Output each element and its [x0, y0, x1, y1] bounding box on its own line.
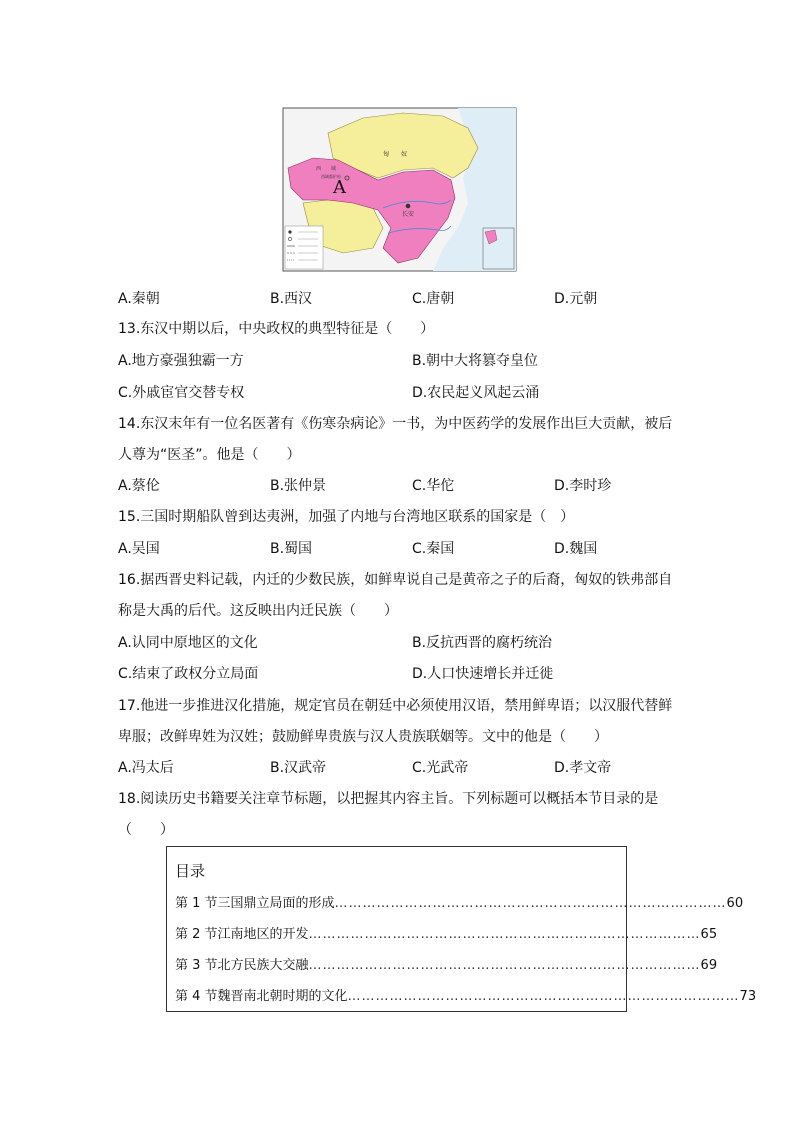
historical-map — [283, 108, 516, 271]
toc-leader-dots: ………………………………………………………………………… — [347, 989, 740, 1004]
q14-stem-line1: 14.东汉末年有一位名医著有《伤寒杂病论》一书，为中医药学的发展作出巨大贡献，被后 — [118, 416, 673, 432]
q13-option-a: A.地方豪强独霸一方 — [118, 353, 244, 369]
toc-entry-page: 65 — [700, 927, 718, 942]
toc-entry-label: 第 3 节北方民族大交融 — [175, 958, 309, 973]
map-label-western-regions: 西 域 — [316, 166, 337, 172]
capital-marker — [406, 204, 411, 209]
map-label-a: A — [333, 177, 346, 198]
toc-entry-page: 60 — [726, 896, 744, 911]
q17-option-b: B.汉武帝 — [270, 760, 327, 776]
map-label-protectorate: 西域都护府 — [321, 174, 341, 179]
q12-option-d: D.元朝 — [554, 291, 598, 307]
q18-stem-line1: 18.阅读历史书籍要关注章节标题，以把握其内容主旨。下列标题可以概括本节目录的是 — [118, 791, 659, 807]
toc-entry-page: 69 — [700, 958, 718, 973]
q12-option-a: A.秦朝 — [118, 291, 160, 307]
toc-title: 目录 — [175, 862, 206, 880]
q18-stem-line2: （ ） — [118, 822, 174, 838]
q15-option-a: A.吴国 — [118, 541, 160, 557]
toc-entry — [175, 985, 757, 1004]
q13-stem: 13.东汉中期以后，中央政权的典型特征是（ ） — [118, 321, 435, 337]
q15-stem: 15.三国时期船队曾到达夷洲，加强了内地与台湾地区联系的国家是（ ） — [118, 509, 575, 525]
toc-entry-label: 第 1 节三国鼎立局面的形成 — [175, 896, 335, 911]
toc-leader-dots: ………………………………………………………………………… — [308, 927, 701, 942]
q16-stem-line2: 称是大禹的后代。这反映出内迁民族（ ） — [118, 603, 398, 619]
q16-option-d: D.人口快速增长并迁徙 — [412, 666, 554, 682]
q14-option-a: A.蔡伦 — [118, 478, 160, 494]
q15-option-d: D.魏国 — [554, 541, 598, 557]
map-label-xiongnu: 匈 奴 — [383, 151, 408, 158]
toc-entry-label: 第 2 节江南地区的开发 — [175, 927, 309, 942]
table-of-contents-box — [166, 846, 757, 1012]
q17-stem-line2: 卑服；改鲜卑姓为汉姓；鼓励鲜卑贵族与汉人贵族联姻等。文中的他是（ ） — [118, 729, 608, 745]
toc-entry — [175, 923, 718, 942]
q13-option-c: C.外戚宦官交替专权 — [118, 385, 245, 401]
q13-option-b: B.朝中大将篡夺皇位 — [412, 353, 539, 369]
q15-option-c: C.秦国 — [412, 541, 455, 557]
toc-entry — [175, 892, 744, 911]
q16-stem-line1: 16.据西晋史料记载，内迁的少数民族，如鲜卑说自己是黄帝之子的后裔，匈奴的铁弗部自 — [118, 572, 673, 588]
toc-entry-page: 73 — [739, 989, 757, 1004]
q12-option-b: B.西汉 — [270, 291, 313, 307]
q12-option-c: C.唐朝 — [412, 291, 455, 307]
han-dynasty-map-graphic — [283, 108, 516, 271]
q16-option-c: C.结束了政权分立局面 — [118, 666, 259, 682]
q17-option-d: D.孝文帝 — [554, 760, 612, 776]
q14-stem-line2: 人尊为“医圣”。他是（ ） — [118, 447, 301, 463]
toc-entry-label: 第 4 节魏晋南北朝时期的文化 — [175, 989, 348, 1004]
q17-option-a: A.冯太后 — [118, 760, 174, 776]
q16-option-b: B.反抗西晋的腐朽统治 — [412, 635, 553, 651]
toc-leader-dots: ………………………………………………………………………… — [334, 896, 727, 911]
q14-option-d: D.李时珍 — [554, 478, 612, 494]
q14-option-c: C.华佗 — [412, 478, 455, 494]
toc-leader-dots: ………………………………………………………………………… — [308, 958, 701, 973]
q16-option-a: A.认同中原地区的文化 — [118, 635, 258, 651]
q13-option-d: D.农民起义风起云涌 — [412, 385, 540, 401]
toc-entry — [175, 954, 718, 973]
q15-option-b: B.蜀国 — [270, 541, 313, 557]
q17-option-c: C.光武帝 — [412, 760, 469, 776]
map-label-changan: 长安 — [402, 211, 415, 218]
q17-stem-line1: 17.他进一步推进汉化措施，规定官员在朝廷中必须使用汉语，禁用鲜卑语；以汉服代替鲜 — [118, 698, 673, 714]
q14-option-b: B.张仲景 — [270, 478, 327, 494]
